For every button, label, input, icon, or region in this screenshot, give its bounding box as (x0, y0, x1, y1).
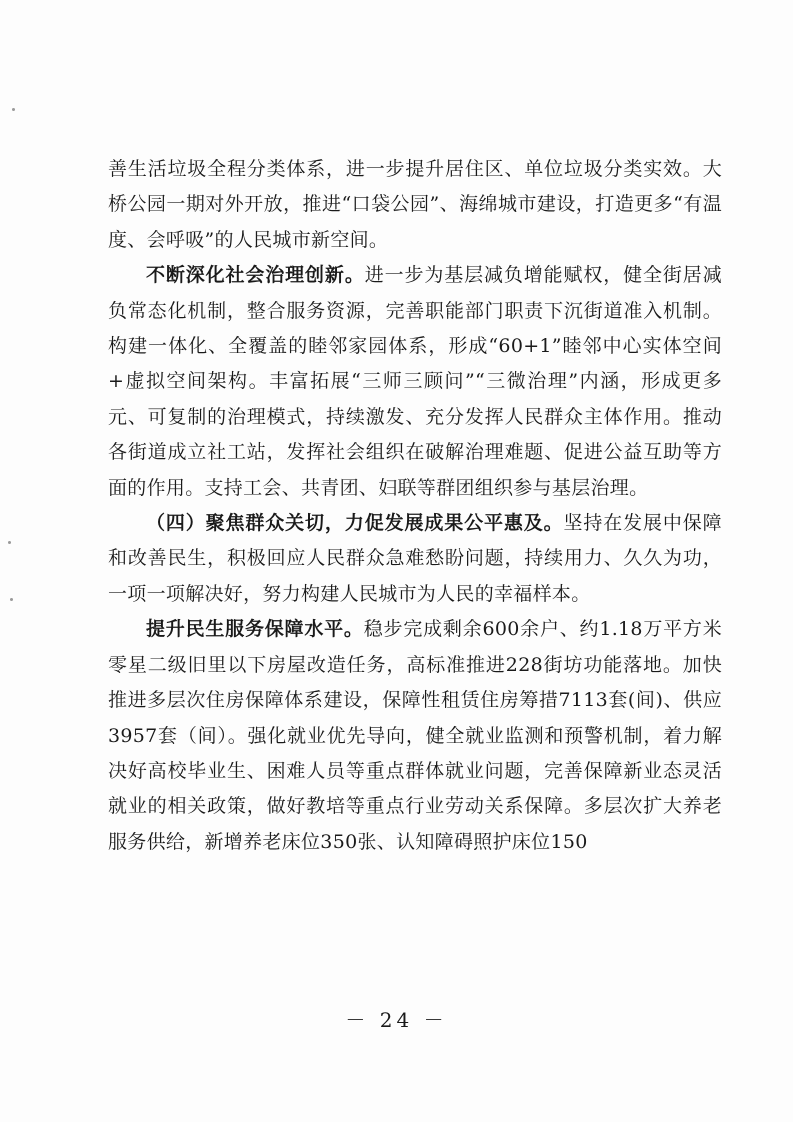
paragraph-text: 稳步完成剩余600余户、约1.18万平方米零星二级旧里以下房屋改造任务，高标准推进228街坊功能落地。加快推进多层次住房保障体系建设，保障性租赁住房筹措7113套(间)、供应3957套（间）。强化就业优先导向，健全就业监测和预警机制，着力解决好高校毕业生、困难人员等重点群体就业问题，完善保障新业态灵活就业的相关政策，做好教培等重点行业劳动关系保障。多层次扩大养老服务供给，新增养老床位350张、认知障碍照护床位150 (108, 618, 722, 853)
paragraph-text: 进一步为基层减负增能赋权，健全街居减负常态化机制，整合服务资源，完善职能部门职责下沉街道准入机制。构建一体化、全覆盖的睦邻家园体系，形成“60+1”睦邻中心实体空间+虚拟空间架构。丰富拓展“三师三顾问”“三微治理”内涵，形成更多元、可复制的治理模式，持续激发、充分发挥人民群众主体作用。推动各街道成立社工站，发挥社会组织在破解治理难题、促进公益互助等方面的作用。支持工会、共青团、妇联等群团组织参与基层治理。 (108, 264, 722, 499)
paragraph-text: 坚持在发展中保障和改善民生，积极回应人民群众急难愁盼问题，持续用力、久久为功，一项一项解决好，努力构建人民城市为人民的幸福样本。 (108, 512, 722, 605)
page-number: － 24 － (345, 1008, 448, 1032)
scan-speck (12, 108, 15, 111)
body-text (108, 152, 722, 860)
paragraph-section-four (108, 506, 722, 612)
scan-speck (8, 541, 11, 544)
paragraph-livelihood (108, 612, 722, 860)
paragraph-text: 善生活垃圾全程分类体系，进一步提升居住区、单位垃圾分类实效。大桥公园一期对外开放，推进“口袋公园”、海绵城市建设，打造更多“有温度、会呼吸”的人民城市新空间。 (108, 158, 722, 251)
paragraph-lead: 不断深化社会治理创新。 (146, 264, 365, 287)
paragraph-social-governance (108, 258, 722, 506)
paragraph-lead: 提升民生服务保障水平。 (146, 618, 364, 641)
scan-speck (10, 598, 13, 601)
paragraph-continuation (108, 152, 722, 258)
paragraph-lead: （四）聚焦群众关切，力促发展成果公平惠及。 (146, 512, 564, 535)
